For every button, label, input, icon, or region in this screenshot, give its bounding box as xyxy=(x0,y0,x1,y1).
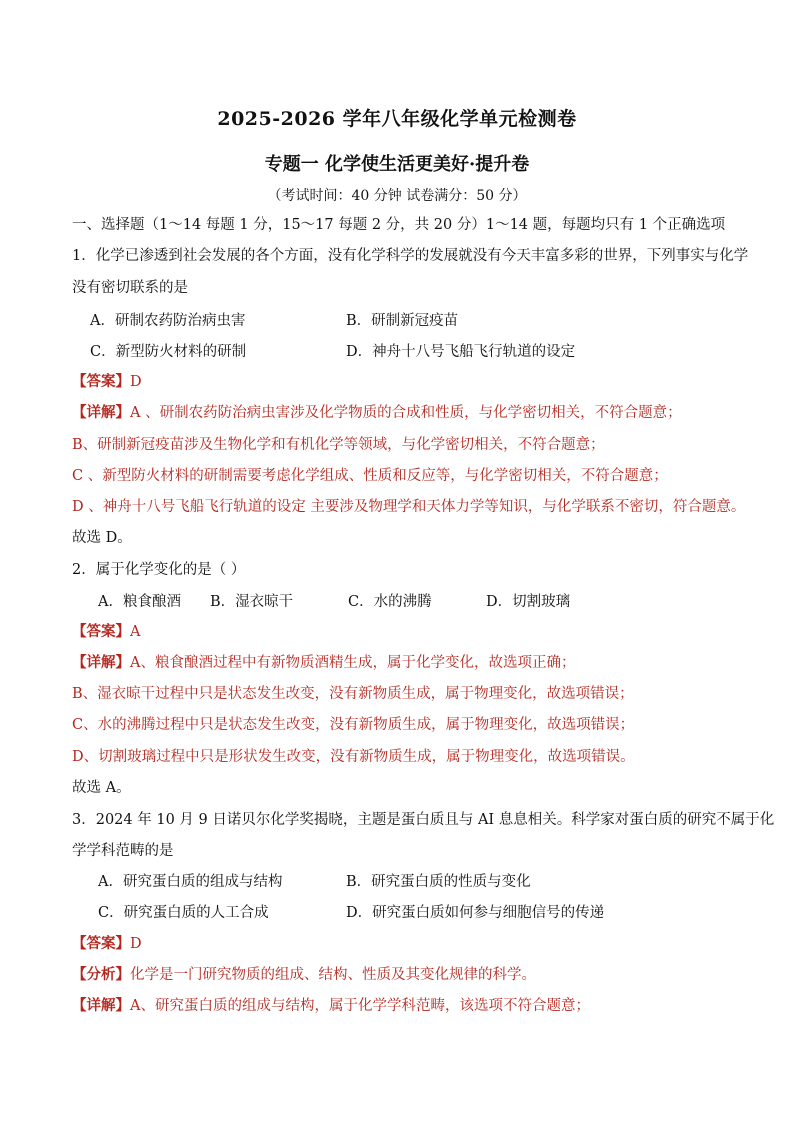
q2-option-b: B．湿衣晾干 xyxy=(210,594,294,610)
q1-stem-line1: 1．化学已渗透到社会发展的各个方面，没有化学科学的发展就没有今天丰富多彩的世界，下列事实与化学 xyxy=(72,248,749,264)
analysis-label: 【分析】 xyxy=(72,966,130,983)
q1-answer-value: D xyxy=(130,374,142,390)
q2-answer-value: A xyxy=(130,624,141,640)
q2-answer: 【答案】A xyxy=(72,623,141,640)
q2-detail-c: C、水的沸腾过程中只是状态发生改变，没有新物质生成，属于物理变化，故选项错误； xyxy=(72,717,635,733)
q1-detail-d: D 、神舟十八号飞船飞行轨道的设定 主要涉及物理学和天体力学等知识，与化学联系不密切，符合题意。 xyxy=(72,499,746,515)
q2-detail-a: 【详解】A、粮食酿酒过程中有新物质酒精生成，属于化学变化，故选项正确； xyxy=(72,654,576,671)
q3-option-a: A．研究蛋白质的组成与结构 xyxy=(98,874,283,890)
exam-info: （考试时间：40 分钟 试卷满分：50 分） xyxy=(267,188,527,204)
q3-detail-a: 【详解】A、研究蛋白质的组成与结构，属于化学学科范畴，该选项不符合题意； xyxy=(72,997,590,1014)
q2-detail-d: D、切割玻璃过程中只是形状发生改变，没有新物质生成，属于物理变化，故选项错误。 xyxy=(72,749,635,765)
section-heading: 一、选择题（1～14 每题 1 分，15～17 每题 2 分，共 20 分）1～14 题，每题均只有 1 个正确选项 xyxy=(72,217,726,233)
q1-option-d: D．神舟十八号飞船飞行轨道的设定 xyxy=(346,344,576,360)
q2-option-d: D．切割玻璃 xyxy=(486,594,571,610)
q1-option-b: B．研制新冠疫苗 xyxy=(346,313,459,329)
q2-option-c: C．水的沸腾 xyxy=(348,594,432,610)
q2-stem: 2．属于化学变化的是（ ） xyxy=(72,562,246,578)
q1-conclusion: 故选 D。 xyxy=(72,530,132,546)
answer-label: 【答案】 xyxy=(72,373,130,390)
q1-answer xyxy=(72,372,142,392)
q3-answer-value: D xyxy=(130,936,142,952)
q3-answer: 【答案】D xyxy=(72,935,142,952)
q1-detail-b: B、研制新冠疫苗涉及生物化学和有机化学等领域，与化学密切相关，不符合题意； xyxy=(72,437,605,453)
q2-detail-b: B、湿衣晾干过程中只是状态发生改变，没有新物质生成，属于物理变化，故选项错误； xyxy=(72,686,634,702)
q1-detail-c: C 、新型防火材料的研制需要考虑化学组成、性质和反应等，与化学密切相关，不符合题意； xyxy=(72,468,668,484)
q1-stem-line2: 没有密切联系的是 xyxy=(72,280,188,296)
q1-option-c: C．新型防火材料的研制 xyxy=(90,344,247,360)
q3-analysis: 【分析】化学是一门研究物质的组成、结构、性质及其变化规律的科学。 xyxy=(72,966,536,983)
q3-option-d: D．研究蛋白质如何参与细胞信号的传递 xyxy=(346,905,605,921)
q3-option-c: C．研究蛋白质的人工合成 xyxy=(98,905,269,921)
q1-detail-a: 【详解】A 、研制农药防治病虫害涉及化学物质的合成和性质，与化学密切相关，不符合题意； xyxy=(72,404,682,421)
q3-stem-line2: 学学科范畴的是 xyxy=(72,843,174,859)
exam-title: 2025-2026 学年八年级化学单元检测卷 xyxy=(217,108,577,130)
q2-option-a: A．粮食酿酒 xyxy=(98,594,181,610)
q2-conclusion: 故选 A。 xyxy=(72,780,131,796)
exam-subtitle: 专题一 化学使生活更美好·提升卷 xyxy=(264,154,530,175)
q1-option-a: A．研制农药防治病虫害 xyxy=(90,313,246,329)
q3-stem-line1: 3．2024 年 10 月 9 日诺贝尔化学奖揭晓，主题是蛋白质且与 AI 息息相关。科学家对蛋白质的研究不属于化 xyxy=(72,812,775,828)
detail-label: 【详解】 xyxy=(72,404,130,421)
q3-option-b: B．研究蛋白质的性质与变化 xyxy=(346,874,531,890)
